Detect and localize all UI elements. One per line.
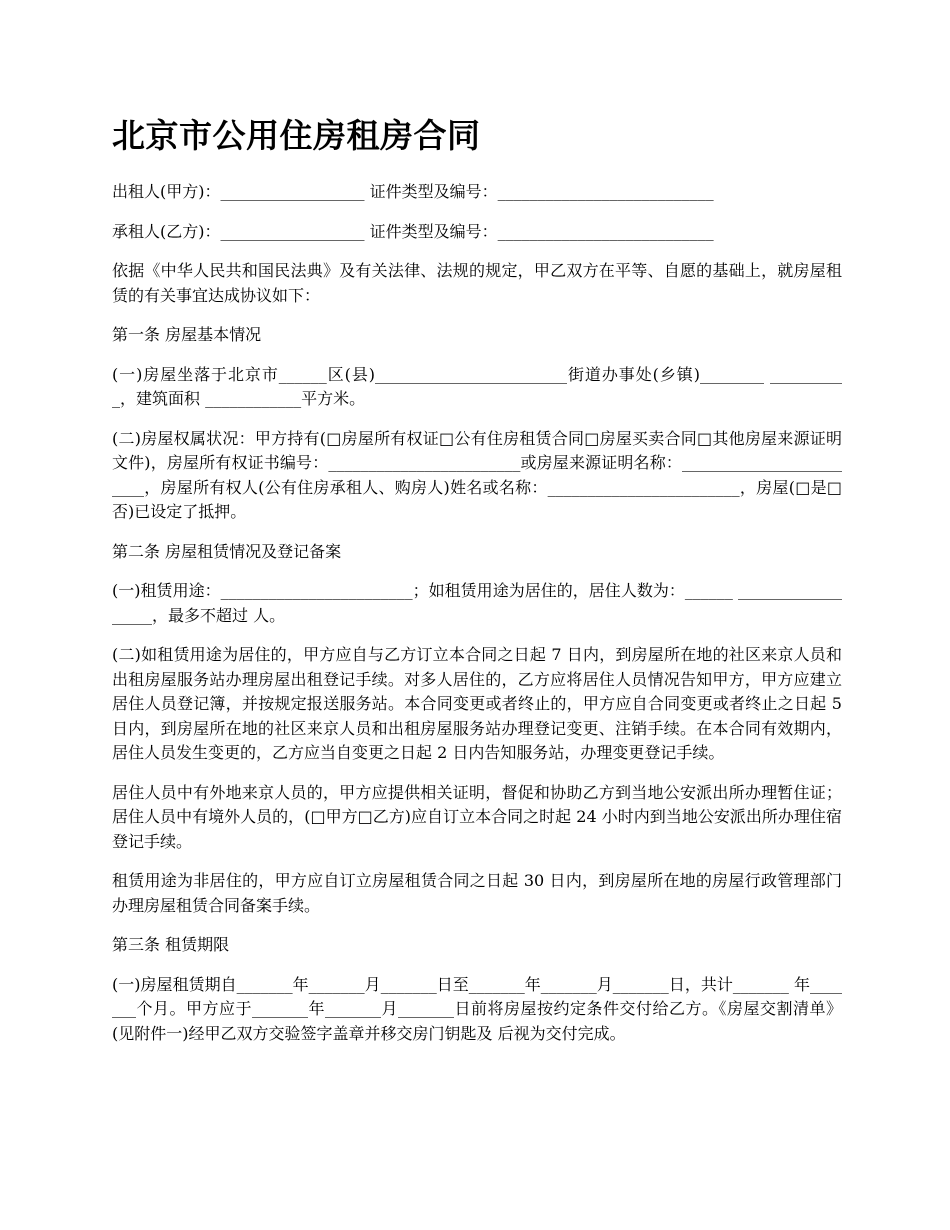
lessee-line: 承租人(乙方)：__________________ 证件类型及编号：___________________________ bbox=[112, 221, 714, 241]
preamble-paragraph: 依据《中华人民共和国民法典》及有关法律、法规的规定，甲乙双方在平等、自愿的基础上，就房屋租赁的有关事宜达成协议如下： bbox=[112, 261, 842, 305]
article-2-clause-1: (一)租赁用途：________________________；如租赁用途为居住的，居住人数为：______ __________________，最多不超过 人。 bbox=[112, 581, 842, 625]
article-2-clause-2: (二)如租赁用途为居住的，甲方应自与乙方订立本合同之日起 7 日内，到房屋所在地的社区来京人员和出租房屋服务站办理房屋出租登记手续。对多人居住的，乙方应将居住人员情况告知甲方，甲方应建立居住人员登记簿，并按规定报送服务站。本合同变更或者终止的，甲方应自合同变更或者终止之日起 5 日内，到房屋所在地的社区来京人员和出租房屋服务站办理登记变更、注销手续。在本合同有效期内，居住人员发生变更的，乙方应当自变更之日起 2 日内告知服务站，办理变更登记手续。 bbox=[112, 645, 842, 762]
article-1-clause-2: (二)房屋权属状况：甲方持有(□房屋所有权证□公有住房租赁合同□房屋买卖合同□其他房屋来源证明文件)，房屋所有权证书编号：________________________或房屋来源证明名称：________________________，房屋所有权人(公有住房承租人、购房人)姓名或名称：________________________，房屋(□是□否)已设定了抵押。 bbox=[112, 428, 842, 521]
article-3-heading: 第三条 租赁期限 bbox=[112, 935, 230, 954]
article-3-clause-1: (一)房屋租赁期自_______年_______月_______日至_______年_______月_______日，共计_______ 年_______个月。甲方应于_______年_______月_______日前将房屋按约定条件交付给乙方。《房屋交割清单》(见附件一)经甲乙双方交验签字盖章并移交房门钥匙及 后视为交付完成。 bbox=[112, 974, 842, 1043]
document-page bbox=[112, 112, 842, 1061]
article-1-heading: 第一条 房屋基本情况 bbox=[112, 325, 262, 344]
document-title: 北京市公用住房租房合同 bbox=[112, 116, 481, 155]
article-2-heading: 第二条 房屋租赁情况及登记备案 bbox=[112, 541, 342, 561]
article-2-residents-paragraph: 居住人员中有外地来京人员的，甲方应提供相关证明，督促和协助乙方到当地公安派出所办理暂住证；居住人员中有境外人员的，(□甲方□乙方)应自订立本合同之时起 24 小时内到当地公安派出所办理住宿登记手续。 bbox=[112, 782, 842, 851]
article-1-clause-1: (一)房屋坐落于北京市______区(县)________________________街道办事处(乡镇)________ __________，建筑面积 ____________平方米。 bbox=[112, 364, 842, 408]
lessor-line: 出租人(甲方)：__________________ 证件类型及编号：___________________________ bbox=[112, 182, 714, 201]
article-2-nonresidential-paragraph: 租赁用途为非居住的，甲方应自订立房屋租赁合同之日起 30 日内，到房屋所在地的房屋行政管理部门办理房屋租赁合同备案手续。 bbox=[112, 871, 842, 915]
